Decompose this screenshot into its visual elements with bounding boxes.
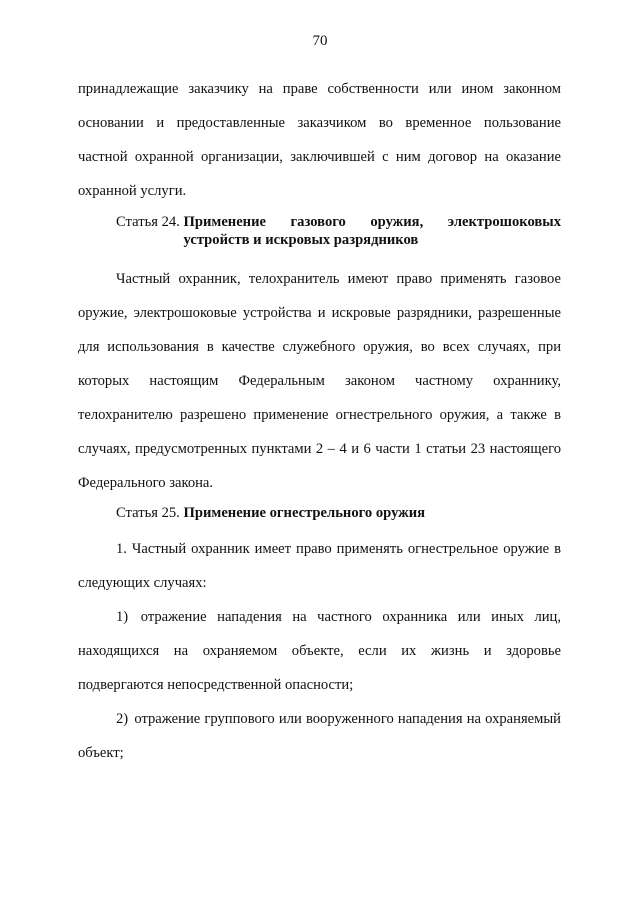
continuation-paragraph: принадлежащие заказчику на праве собственности или ином законном основании и предоставленные заказчиком во временное пользование частной охранной организации, заключившей с ним договор на оказание охранной услуги. xyxy=(78,81,561,199)
article-24-prefix: Статья 24. xyxy=(116,214,180,230)
article-25-body xyxy=(78,532,561,770)
article-24-title: Применение газового оружия, электрошоковых устройств и искровых разрядников xyxy=(183,214,561,248)
article-25-prefix: Статья 25. xyxy=(116,505,180,521)
article-24-body xyxy=(78,262,561,500)
list-item-number: 1) xyxy=(116,609,129,625)
list-item-text: отражение нападения на частного охранника или иных лиц, находящихся на охраняемом объекте, если их жизнь и здоровье подвергаются непосредственной опасности; xyxy=(78,609,561,693)
list-item xyxy=(78,702,561,770)
list-item-number: 2) xyxy=(116,711,129,727)
page-number: 70 xyxy=(312,33,328,49)
article-25-heading xyxy=(78,504,561,522)
continuation-block xyxy=(78,72,561,208)
list-item xyxy=(78,600,561,702)
article-24-heading xyxy=(78,213,561,249)
article-25-intro: 1. Частный охранник имеет право применять огнестрельное оружие в следующих случаях: xyxy=(78,541,561,591)
article-25-title: Применение огнестрельного оружия xyxy=(183,505,426,521)
article-24-text: Частный охранник, телохранитель имеют право применять газовое оружие, электрошоковые устройства и искровые разрядники, разрешенные для использования в качестве служебного оружия, во всех случаях, при которых настоящим Федеральным законом частному охраннику, телохранителю разрешено применение огнестрельного оружия, а также в случаях, предусмотренных пунктами 2 – 4 и 6 части 1 статьи 23 настоящего Федерального закона. xyxy=(78,271,561,491)
list-item-text: отражение группового или вооруженного нападения на охраняемый объект; xyxy=(78,711,561,761)
